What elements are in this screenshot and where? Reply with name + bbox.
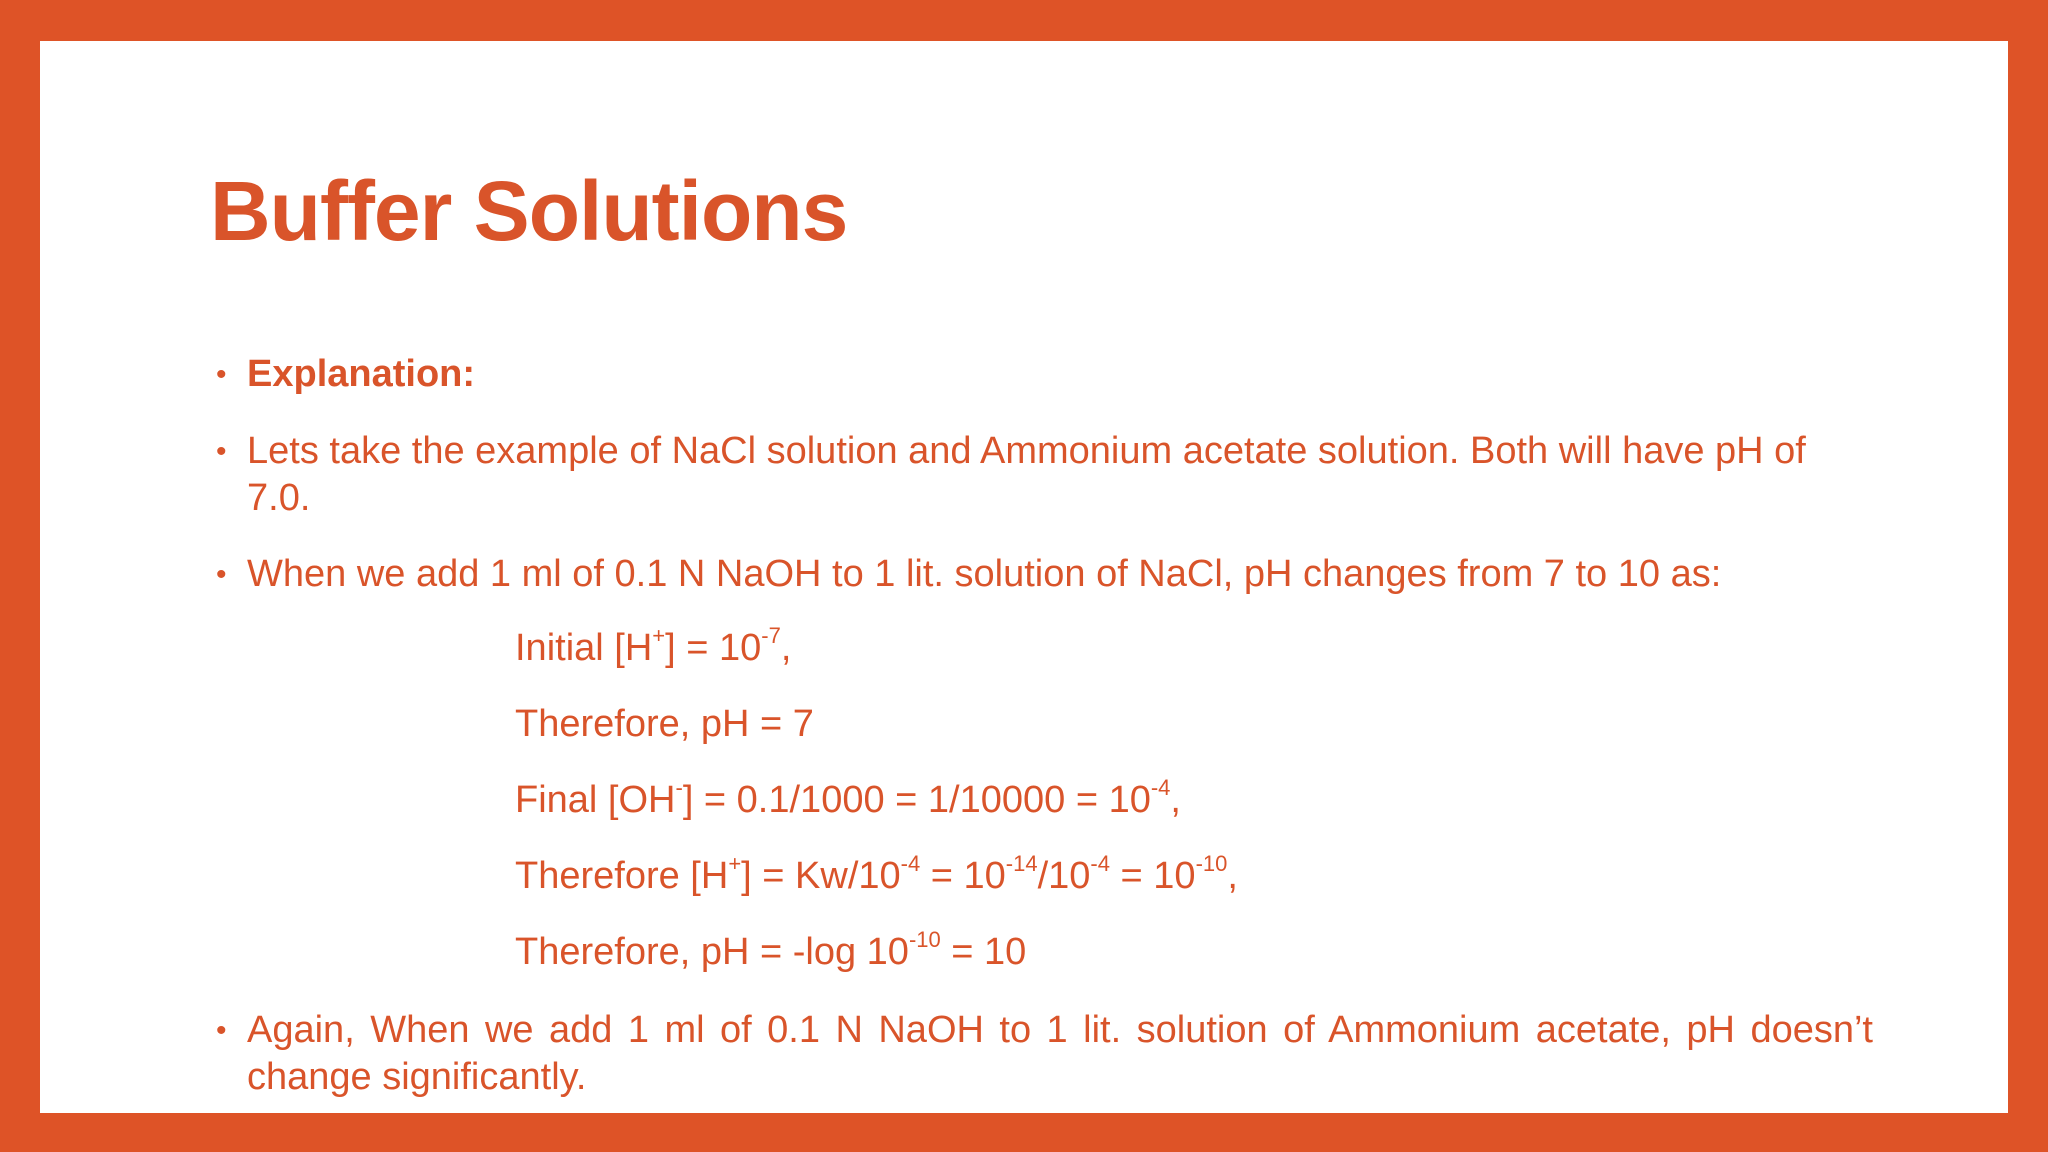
eq-text: Therefore, pH = -log 10 [515,931,909,973]
bullet-text: Again, When we add 1 ml of 0.1 N NaOH to 1 lit. solution of Ammonium acetate, pH doesn’t change significantly. [247,1009,1873,1098]
eq-exponent: -4 [900,851,921,877]
eq-exponent: -7 [761,623,781,649]
equation-final-h [515,853,1238,900]
eq-text: Therefore [H [515,855,729,897]
eq-text: Final [OH [515,779,676,821]
eq-text: = 10 [940,931,1027,973]
bullet-text: Lets take the example of NaCl solution and Ammonium acetate solution. Both will have pH of 7.0. [247,430,1806,519]
bullet-dot: • [216,358,227,391]
eq-superscript: - [675,775,683,801]
eq-text: , [1227,855,1238,897]
eq-text: = 10 [1109,855,1196,897]
bullet-dot: • [216,435,227,468]
bullet-explanation [216,351,1878,398]
bullet-nacl [216,551,1878,598]
eq-text: /10 [1037,855,1091,897]
eq-text: , [780,627,792,669]
eq-superscript: + [728,851,742,877]
bullet-dot: • [216,1014,227,1047]
eq-exponent: -10 [908,927,941,953]
bullet-ammonium-acetate [216,1007,1878,1101]
bullet-text: Explanation: [247,353,476,395]
equation-ph-initial [515,701,814,748]
equation-ph-final [515,929,1026,976]
bullet-dot: • [216,558,227,591]
eq-exponent: -10 [1195,851,1228,877]
bullet-example [216,428,1878,522]
eq-superscript: + [652,623,666,649]
eq-text: = 10 [920,855,1006,897]
eq-text: ] = 10 [665,627,762,669]
eq-text: Initial [H [515,627,653,669]
bullet-text: When we add 1 ml of 0.1 N NaOH to 1 lit. solution of NaCl, pH changes from 7 to 10 as: [247,553,1722,595]
equation-initial-h [515,625,791,672]
slide-title: Buffer Solutions [210,164,848,258]
eq-exponent: -14 [1005,851,1038,877]
eq-text: Therefore, pH = 7 [515,703,814,745]
slide-panel [40,41,2008,1113]
eq-exponent: -4 [1150,775,1171,801]
eq-exponent: -4 [1090,851,1110,877]
equation-final-oh [515,777,1181,824]
eq-text: ] = 0.1/1000 = 1/10000 = 10 [682,779,1151,821]
eq-text: ] = Kw/10 [741,855,901,897]
eq-text: , [1170,779,1181,821]
